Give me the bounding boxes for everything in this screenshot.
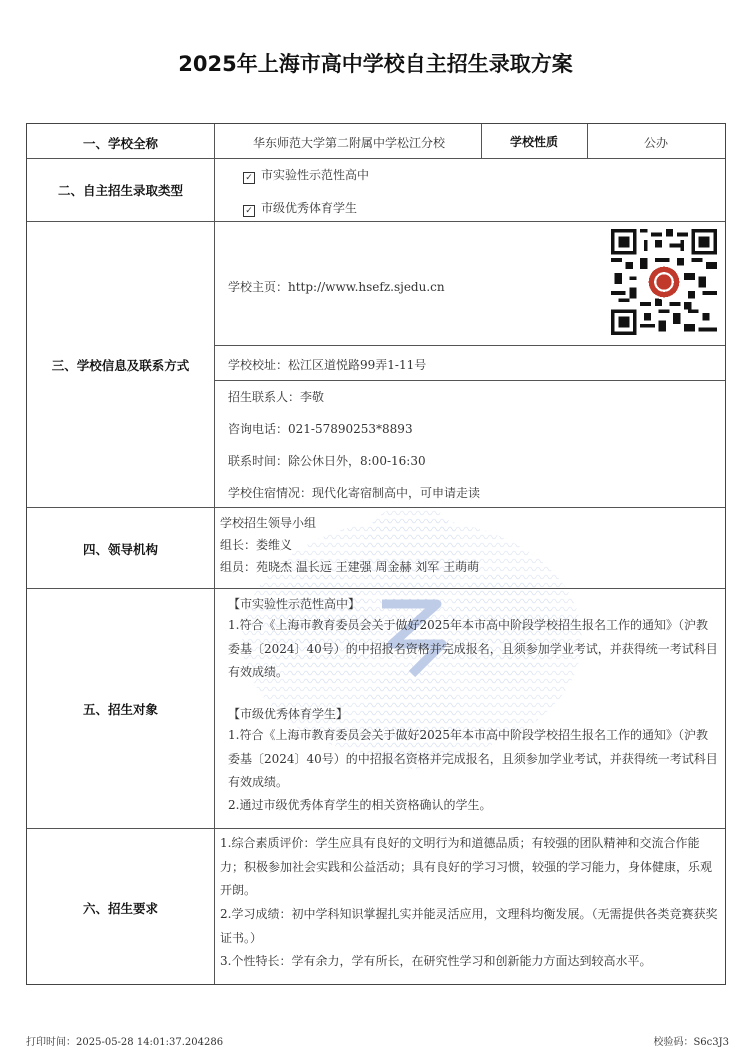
targets-section-item: 2.通过市级优秀体育学生的相关资格确认的学生。 — [228, 798, 492, 812]
targets-section-item: 1.符合《上海市教育委员会关于做好2025年本市高中阶段学校招生报名工作的通知》（沪教委基〔2024〕40号）的中招报名资格并完成报名，且须参加学业考试，并获得统一考试科目有效成绩。 — [228, 618, 718, 679]
contact-hours: 联系时间：除公休日外，8:00-16:30 — [228, 454, 426, 468]
page-title: 2025年上海市高中学校自主招生录取方案 — [178, 52, 573, 76]
boarding-info: 学校住宿情况：现代化寄宿制高中，可申请走读 — [228, 486, 481, 500]
requirement-item: 3.个性特长：学有余力，学有所长，在研究性学习和创新能力方面达到较高水平。 — [220, 954, 652, 968]
label-leadership: 四、领导机构 — [82, 542, 158, 557]
leadership-leader: 组长：娄维义 — [220, 538, 293, 552]
checkbox-checked-icon: ✓ — [243, 205, 255, 217]
checksum: 校验码：S6c3J3 — [653, 1037, 729, 1048]
leadership-group: 学校招生领导小组 — [220, 516, 317, 530]
label-contact: 三、学校信息及联系方式 — [51, 358, 190, 373]
label-requirements: 六、招生要求 — [82, 901, 158, 916]
school-nature-value: 公办 — [643, 136, 668, 150]
leadership-members: 组员：苑晓杰 温长远 王建强 周金赫 刘军 王萌萌 — [220, 560, 480, 574]
targets-section-item: 1.符合《上海市教育委员会关于做好2025年本市高中阶段学校招生报名工作的通知》（沪教委基〔2024〕40号）的中招报名资格并完成报名，且须参加学业考试，并获得统一考试科目有效成绩。 — [228, 728, 718, 789]
contact-phone: 咨询电话：021-57890253*8893 — [228, 422, 413, 436]
admission-type-item: ✓ 市实验性示范性高中 — [243, 166, 369, 184]
targets-section-title: 【市实验性示范性高中】 — [228, 597, 361, 611]
school-name-value: 华东师范大学第二附属中学松江分校 — [252, 136, 445, 150]
admission-type-item: ✓ 市级优秀体育学生 — [243, 199, 357, 217]
admission-table — [26, 123, 726, 985]
requirement-item: 1.综合素质评价：学生应具有良好的文明行为和道德品质；有较强的团队精神和交流合作能力；积极参加社会实践和公益活动；具有良好的学习习惯，较强的学习能力，身体健康，乐观开朗。 — [220, 836, 713, 897]
targets-section-title: 【市级优秀体育学生】 — [228, 707, 349, 721]
label-school-name: 一、学校全称 — [82, 136, 158, 151]
checkbox-checked-icon: ✓ — [243, 172, 255, 184]
print-time: 打印时间：2025-05-28 14:01:37.204286 — [26, 1037, 224, 1048]
label-admission-type: 二、自主招生录取类型 — [57, 183, 183, 198]
qr-code-icon — [611, 229, 717, 335]
school-homepage: 学校主页：http://www.hsefz.sjedu.cn — [228, 280, 445, 294]
label-school-nature: 学校性质 — [509, 135, 558, 149]
contact-person: 招生联系人：李敬 — [228, 390, 325, 404]
school-address: 学校校址：松江区道悦路99弄1-11号 — [228, 358, 427, 372]
label-targets: 五、招生对象 — [82, 702, 158, 717]
requirement-item: 2.学习成绩：初中学科知识掌握扎实并能灵活应用，文理科均衡发展。（无需提供各类竞赛获奖证书。） — [220, 907, 718, 945]
